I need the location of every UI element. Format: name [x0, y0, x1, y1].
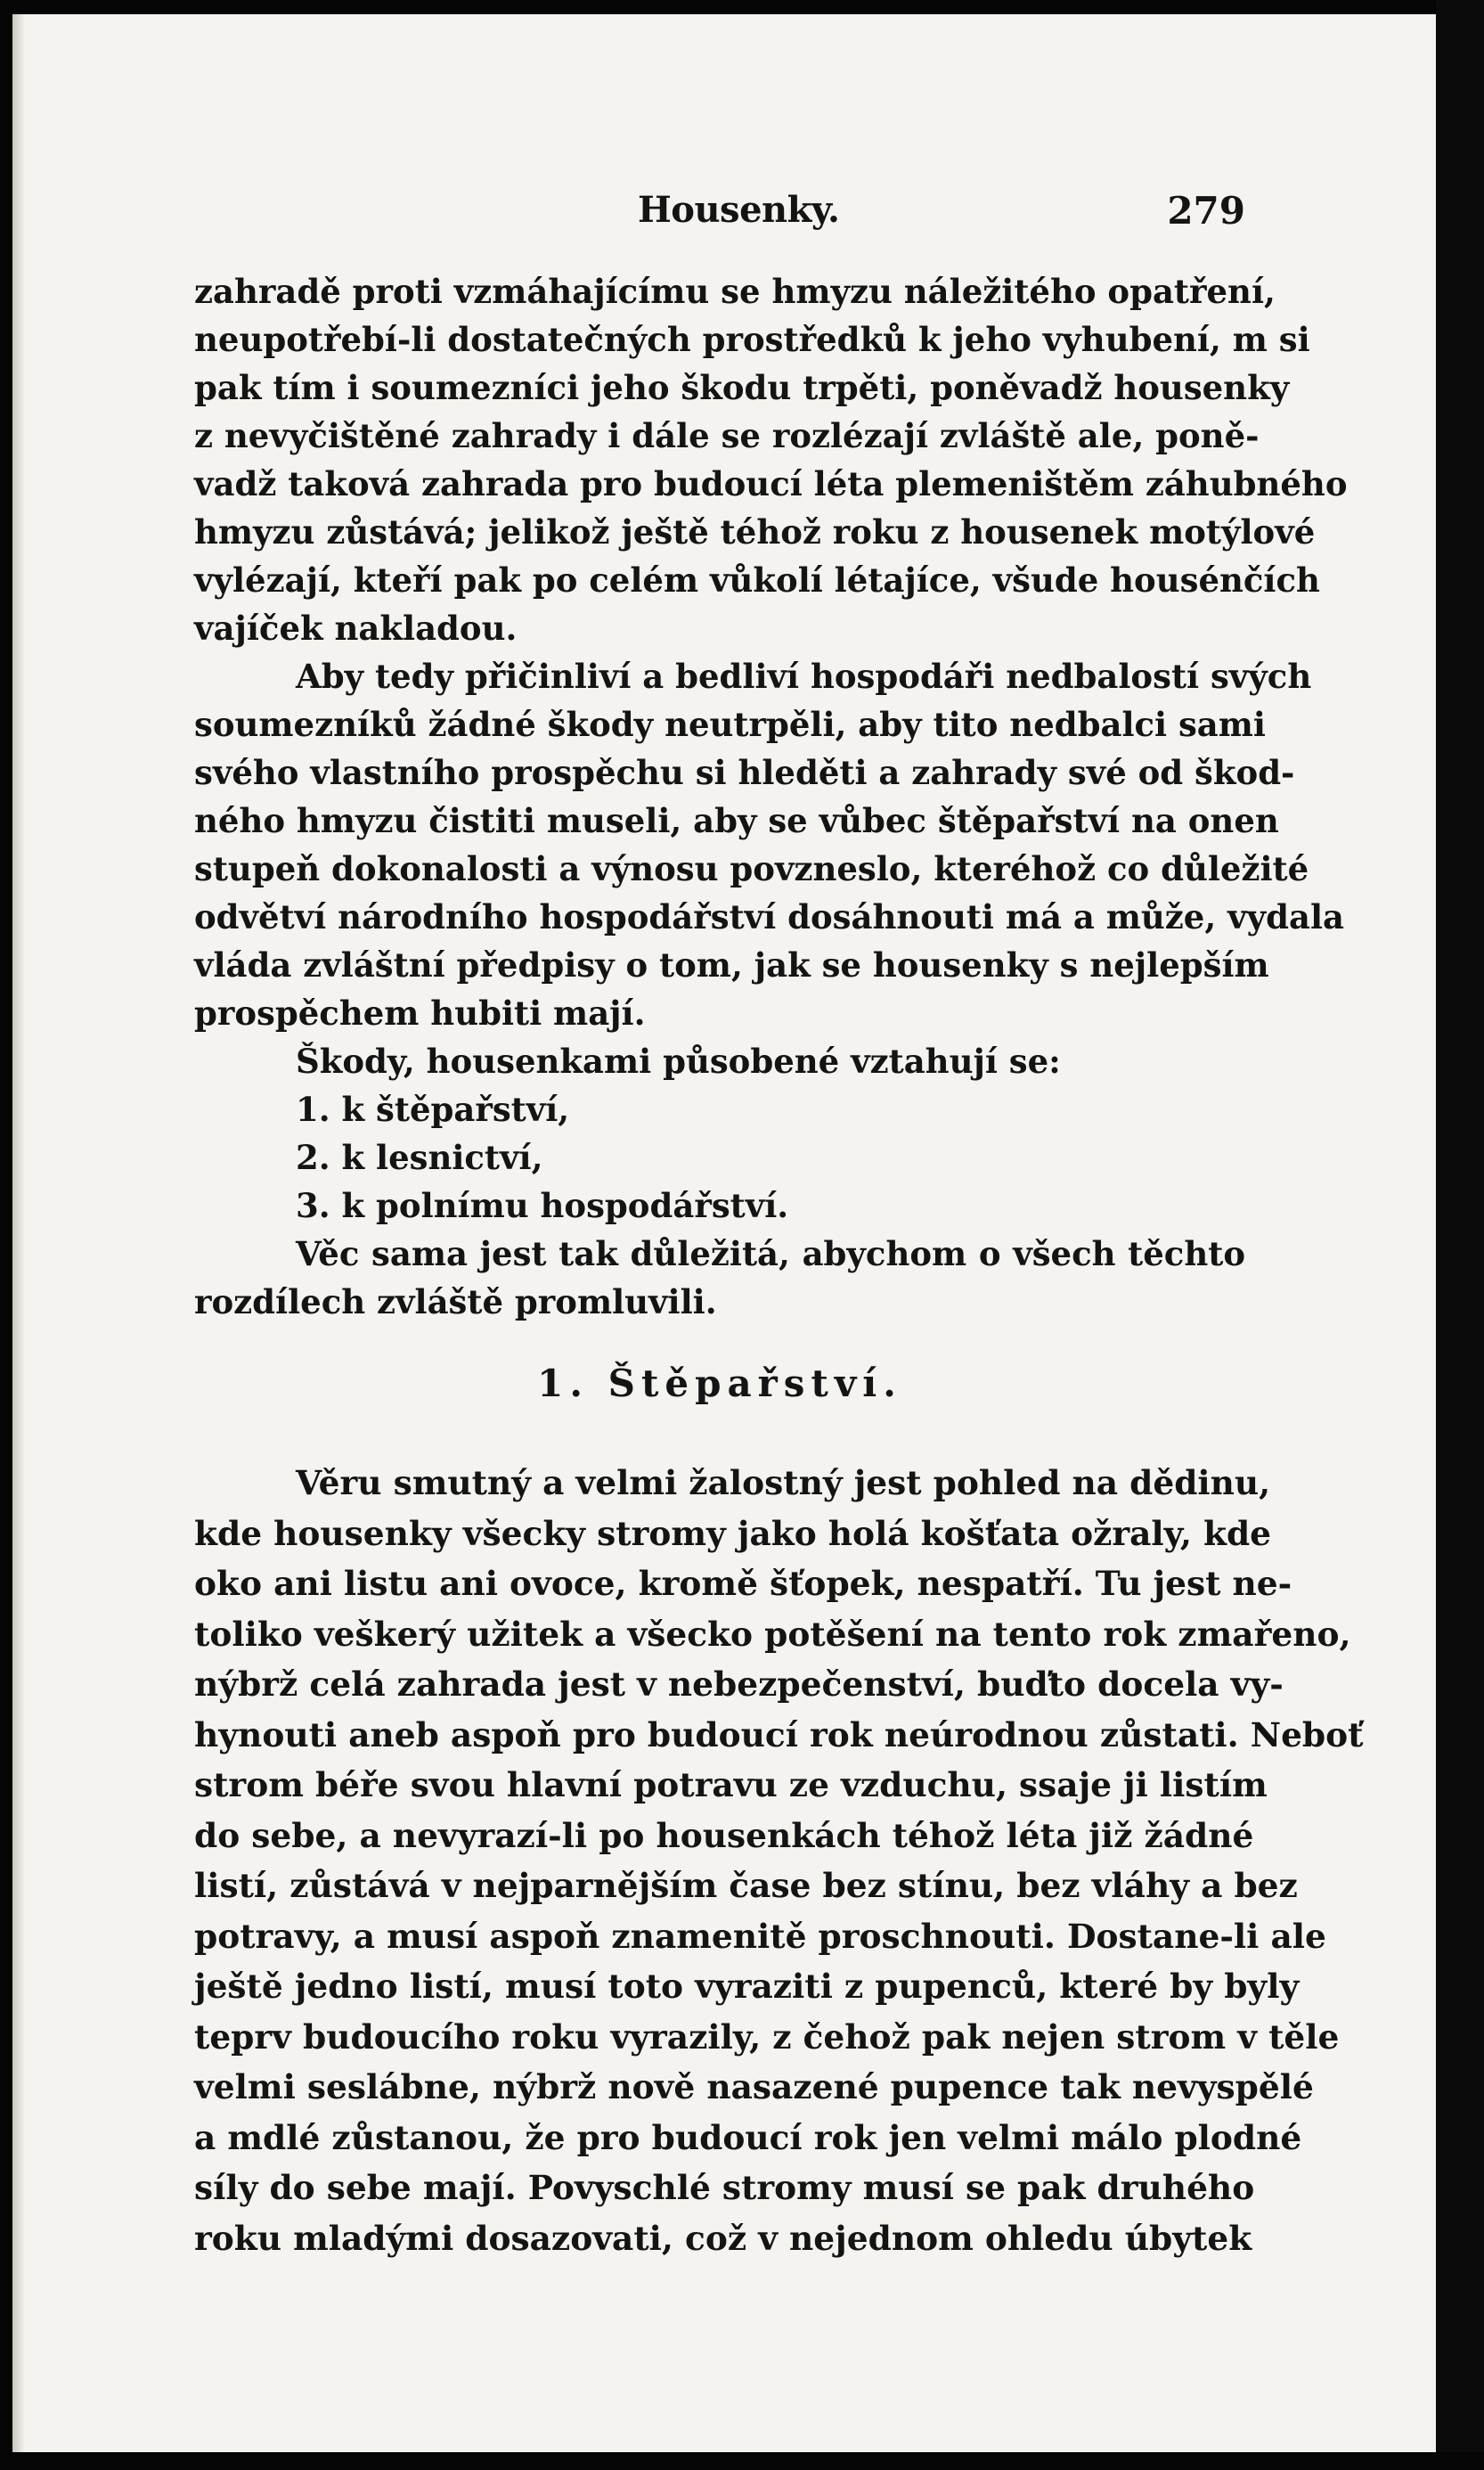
text-line: Škody, housenkami působené vztahují se: — [296, 1042, 1061, 1081]
text-line: listí, zůstává v nejparnějším čase bez stínu, bez vláhy a bez — [194, 1866, 1298, 1905]
text-line: prospěchem hubiti mají. — [194, 994, 646, 1033]
scan-border-right — [1436, 0, 1484, 2470]
scan-border-left — [0, 0, 12, 2470]
text-line: hmyzu zůstává; jelikož ještě téhož roku z housenek motýlové — [194, 512, 1316, 552]
text-line: zahradě proti vzmáhajícímu se hmyzu náležitého opatření, — [194, 272, 1276, 311]
text-line: síly do sebe mají. Povyschlé stromy musí se pak druhého — [194, 2168, 1255, 2207]
text-line: Věc sama jest tak důležitá, abychom o všech těchto — [296, 1234, 1245, 1273]
section-heading: 1. Štěpařství. — [537, 1362, 902, 1405]
closing-paragraph — [194, 1230, 1245, 1326]
text-line: stupeň dokonalosti a výnosu povzneslo, kteréhož co důležité — [194, 849, 1309, 888]
text-line: neupotřebí-li dostatečných prostředků k jeho vyhubení, m si — [194, 320, 1310, 359]
paragraph-3 — [194, 1037, 1245, 1085]
text-line: do sebe, a nevyrazí-li po housenkách téhož léta již žádné — [194, 1815, 1254, 1855]
text-line: ného hmyzu čistiti museli, aby se vůbec štěpařství na onen — [194, 801, 1279, 840]
gutter-shadow — [12, 14, 25, 2452]
list-item: 2. k lesnictví, — [296, 1138, 543, 1177]
text-line: z nevyčištěné zahrady i dále se rozlézají zvláště ale, poně- — [194, 416, 1260, 455]
text-line: rozdílech zvláště promluvili. — [194, 1282, 717, 1321]
scan-border-top — [0, 0, 1484, 14]
text-line: odvětví národního hospodářství dosáhnouti má a může, vydala — [194, 897, 1344, 936]
running-head: Housenky. — [638, 189, 840, 231]
text-line: nýbrž celá zahrada jest v nebezpečenství, buďto docela vy- — [194, 1664, 1284, 1704]
text-line: velmi seslábne, nýbrž nově nasazené pupence tak nevyspělé — [194, 2067, 1314, 2106]
list-item: 3. k polnímu hospodářství. — [296, 1186, 789, 1225]
text-line: teprv budoucího roku vyrazily, z čehož pak nejen strom v těle — [194, 2016, 1340, 2057]
text-line: svého vlastního prospěchu si hleděti a zahrady své od škod- — [194, 753, 1295, 792]
section-heading-block — [194, 1326, 1245, 1458]
text-line: hynouti aneb aspoň pro budoucí rok neúrodnou zůstati. Neboť — [194, 1714, 1364, 1754]
text-line: Věru smutný a velmi žalostný jest pohled na dědinu, — [296, 1463, 1271, 1502]
text-line: a mdlé zůstanou, že pro budoucí rok jen velmi málo plodné — [194, 2117, 1302, 2157]
text-line: pak tím i soumezníci jeho škodu trpěti, poněvadž housenky — [194, 368, 1290, 407]
text-line: vajíček nakladou. — [194, 609, 518, 648]
text-line: vadž taková zahrada pro budoucí léta plemeništěm záhubného — [194, 464, 1348, 503]
scan-border-bottom — [0, 2452, 1484, 2470]
paragraph-2 — [194, 652, 1344, 1037]
text-line: strom béře svou hlavní potravu ze vzduchu, ssaje ji listím — [194, 1765, 1268, 1804]
text-line: soumezníků žádné škody neutrpěli, aby tito nedbalci sami — [194, 705, 1266, 744]
page-number: 279 — [1167, 189, 1245, 233]
text-line: Aby tedy přičinliví a bedliví hospodáři nedbalostí svých — [296, 657, 1312, 696]
text-line: vylézají, kteří pak po celém vůkolí létajíce, všude housénčích — [194, 560, 1320, 600]
paragraph-1 — [194, 267, 1348, 652]
text-line: ještě jedno listí, musí toto vyraziti z pupenců, které by byly — [194, 1967, 1300, 2006]
text-line: potravy, a musí aspoň znamenitě proschnouti. Dostane-li ale — [194, 1916, 1326, 1956]
text-line: roku mladými dosazovati, což v nejednom ohledu úbytek — [194, 2218, 1252, 2258]
section-paragraph — [194, 1458, 1364, 2263]
body-text — [194, 267, 1364, 2263]
list-item: 1. k štěpařství, — [296, 1090, 570, 1129]
damage-list — [194, 1085, 1245, 1230]
text-line: vláda zvláštní předpisy o tom, jak se housenky s nejlepším — [194, 945, 1269, 985]
text-line: oko ani listu ani ovoce, kromě šťopek, nespatří. Tu jest ne- — [194, 1564, 1292, 1603]
page-header — [194, 189, 1245, 242]
text-line: kde housenky všecky stromy jako holá košťata ožraly, kde — [194, 1513, 1272, 1553]
text-line: toliko veškerý užitek a všecko potěšení na tento rok zmařeno, — [194, 1614, 1351, 1654]
